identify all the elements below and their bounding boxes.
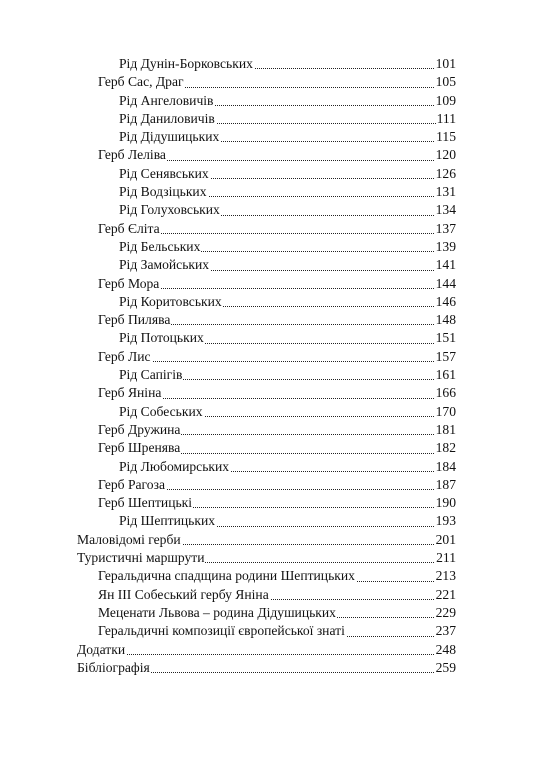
toc-entry-page-number: 190	[435, 494, 456, 512]
toc-entry	[0, 256, 534, 274]
toc-entry	[0, 165, 534, 183]
toc-entry-page-number: 187	[435, 476, 456, 494]
toc-entry-page-number: 126	[435, 165, 456, 183]
toc-entry-title: Бібліографія	[77, 659, 151, 677]
toc-entry	[0, 549, 534, 567]
toc-entry-title: Герб Сас, Драг	[98, 73, 185, 91]
toc-entry	[0, 183, 534, 201]
toc-entry	[0, 201, 534, 219]
toc-entry-page-number: 111	[436, 110, 456, 128]
toc-entry-page-number: 139	[435, 238, 456, 256]
toc-entry-title: Герб Єліта	[98, 220, 161, 238]
toc-entry-page-number: 213	[435, 567, 456, 585]
toc-entry-title: Рід Потоцьких	[119, 329, 205, 347]
toc-entry-page-number: 134	[435, 201, 456, 219]
toc-entry-page-number: 229	[435, 604, 456, 622]
toc-entry-page-number: 144	[435, 275, 456, 293]
toc-entry-title: Рід Водзіцьких	[119, 183, 208, 201]
toc-entry-title: Туристичні маршрути	[77, 549, 205, 567]
toc-entry-page-number: 137	[435, 220, 456, 238]
toc-entry	[0, 92, 534, 110]
toc-entry	[0, 110, 534, 128]
toc-entry-page-number: 148	[435, 311, 456, 329]
toc-entry-page-number: 259	[435, 659, 456, 677]
toc-entry-title: Герб Пилява	[98, 311, 171, 329]
toc-entry	[0, 238, 534, 256]
toc-entry-title: Маловідомі герби	[77, 531, 182, 549]
toc-entry	[0, 586, 534, 604]
toc-entry-page-number: 161	[435, 366, 456, 384]
toc-entry-page-number: 211	[435, 549, 456, 567]
toc-entry-title: Герб Леліва	[98, 146, 167, 164]
toc-entry	[0, 476, 534, 494]
toc-entry	[0, 73, 534, 91]
toc-entry-title: Герб Рагоза	[98, 476, 166, 494]
toc-entry-title: Меценати Львова – родина Дідушицьких	[98, 604, 337, 622]
toc-entry	[0, 439, 534, 457]
toc-entry-title: Геральдичні композиції європейської знаті	[98, 622, 346, 640]
toc-entry-page-number: 170	[435, 403, 456, 421]
toc-entry-page-number: 115	[435, 128, 456, 146]
toc-entry-title: Герб Яніна	[98, 384, 162, 402]
toc-entry-title: Герб Шренява	[98, 439, 181, 457]
toc-entry-page-number: 248	[435, 641, 456, 659]
toc-entry	[0, 659, 534, 677]
toc-entry	[0, 293, 534, 311]
toc-entry	[0, 458, 534, 476]
toc-entry-title: Рід Дунін-Борковських	[119, 55, 254, 73]
toc-entry-title: Рід Дідушицьких	[119, 128, 220, 146]
toc-entry-page-number: 157	[435, 348, 456, 366]
toc-entry-page-number: 120	[435, 146, 456, 164]
toc-entry	[0, 531, 534, 549]
toc-entry-title: Герб Мора	[98, 275, 160, 293]
toc-entry-page-number: 193	[435, 512, 456, 530]
toc-entry-page-number: 166	[435, 384, 456, 402]
toc-entry-title: Рід Шептицьких	[119, 512, 216, 530]
toc-entry-title: Рід Замойських	[119, 256, 210, 274]
toc-entry-title: Герб Лис	[98, 348, 152, 366]
toc-entry	[0, 329, 534, 347]
toc-entry-page-number: 141	[435, 256, 456, 274]
toc-entry-title: Герб Дружина	[98, 421, 181, 439]
toc-entry	[0, 311, 534, 329]
toc-entry-page-number: 184	[435, 458, 456, 476]
toc-entry-page-number: 131	[435, 183, 456, 201]
toc-entry-page-number: 221	[435, 586, 456, 604]
toc-entry	[0, 348, 534, 366]
toc-entry-page-number: 101	[435, 55, 456, 73]
toc-entry-page-number: 182	[435, 439, 456, 457]
toc-entry	[0, 604, 534, 622]
toc-entry	[0, 146, 534, 164]
toc-entry-title: Рід Сенявських	[119, 165, 210, 183]
toc-entry-title: Герб Шептицькі	[98, 494, 193, 512]
toc-entry-page-number: 181	[435, 421, 456, 439]
toc-entry-page-number: 237	[435, 622, 456, 640]
toc-entry-page-number: 201	[435, 531, 456, 549]
toc-entry-title: Рід Голуховських	[119, 201, 221, 219]
toc-entry	[0, 403, 534, 421]
toc-entry	[0, 494, 534, 512]
toc-entry	[0, 275, 534, 293]
toc-entry	[0, 366, 534, 384]
toc-entry-page-number: 105	[435, 73, 456, 91]
toc-entry-title: Рід Сапігів	[119, 366, 183, 384]
toc-entry-title: Ян ІІІ Собеський гербу Яніна	[98, 586, 270, 604]
toc-entry	[0, 641, 534, 659]
toc-entry-title: Рід Бельських	[119, 238, 201, 256]
toc-entry-title: Рід Собеських	[119, 403, 204, 421]
toc-entry-page-number: 151	[435, 329, 456, 347]
toc-entry	[0, 220, 534, 238]
toc-entry	[0, 567, 534, 585]
toc-entry-title: Рід Ангеловичів	[119, 92, 214, 110]
toc-entry-title: Геральдична спадщина родини Шептицьких	[98, 567, 356, 585]
toc-entry-title: Рід Любомирських	[119, 458, 230, 476]
toc-entry-page-number: 109	[435, 92, 456, 110]
toc-entry-title: Рід Даниловичів	[119, 110, 216, 128]
toc-entry	[0, 512, 534, 530]
toc-entry	[0, 128, 534, 146]
dot-leader	[77, 654, 442, 655]
toc-entry-page-number: 146	[435, 293, 456, 311]
toc-entry	[0, 384, 534, 402]
toc-entry-title: Додатки	[77, 641, 126, 659]
table-of-contents	[0, 55, 534, 677]
toc-entry	[0, 55, 534, 73]
toc-entry-title: Рід Коритовських	[119, 293, 223, 311]
toc-entry	[0, 421, 534, 439]
toc-entry	[0, 622, 534, 640]
